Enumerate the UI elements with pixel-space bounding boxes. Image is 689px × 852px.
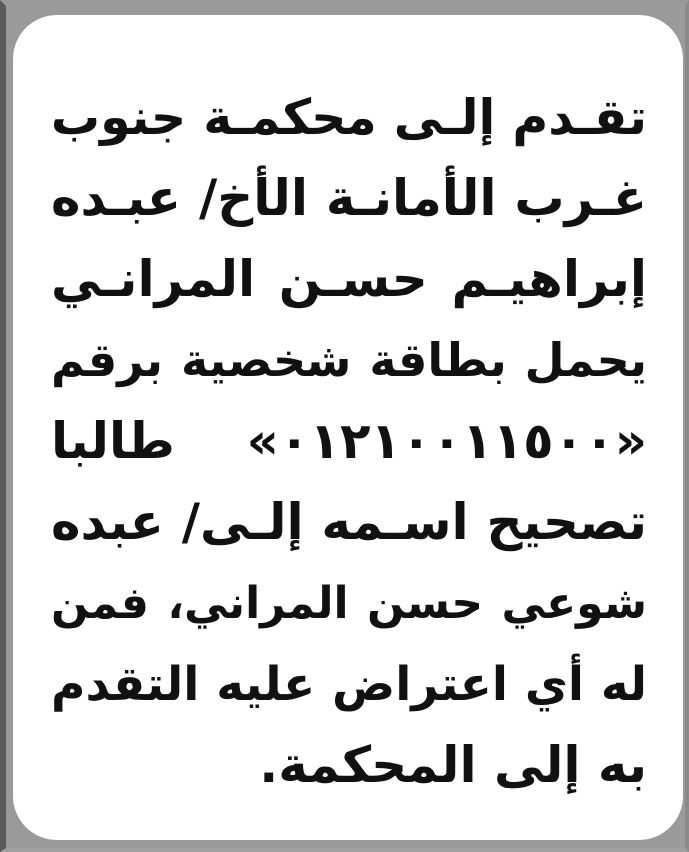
notice-line-2: غـرب الأمانـة الأخ/ عبـده	[51, 169, 647, 227]
notice-line-6: تصحيح اسـمه إلـى/ عبده	[51, 493, 647, 551]
notice-line-5: «٠١٢١٠٠١١٥٠٠» طالبا	[51, 412, 647, 470]
notice-line-3: إبراهيـم حسـن المرانـي	[51, 250, 647, 308]
notice-line-8: له أي اعتراض عليه التقدم	[51, 657, 647, 712]
notice-line-4: يحمل بطاقة شخصية برقم	[51, 333, 647, 387]
notice-line-7: شوعي حسن المراني، فمن	[51, 578, 647, 629]
notice-line-1: تقـدم إلـى محكمـة جنوب	[51, 89, 647, 146]
notice-card	[13, 15, 683, 840]
notice-line-9: به إلى المحكمة.	[259, 736, 647, 794]
